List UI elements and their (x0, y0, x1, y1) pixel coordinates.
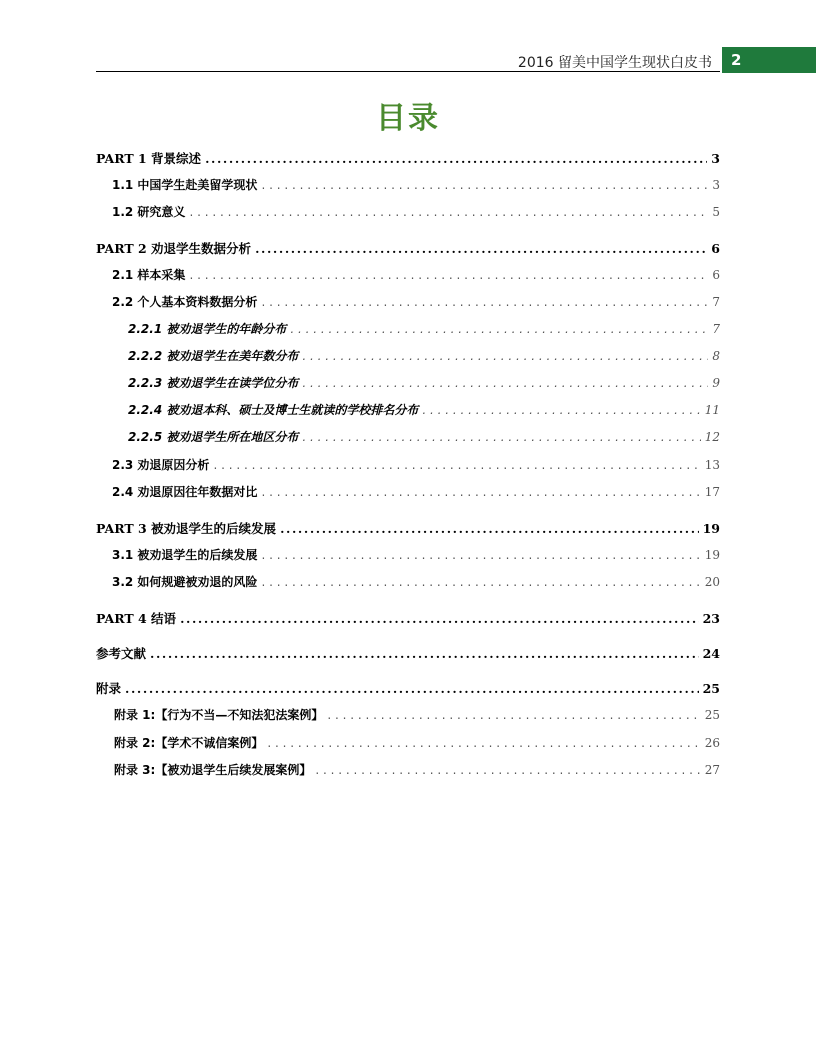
toc-entry-label: 2.2 个人基本资料数据分析 (112, 295, 258, 309)
dot-leader (290, 322, 708, 336)
toc-entry-page: 24 (702, 646, 720, 661)
dot-leader (261, 485, 700, 499)
toc-title: 目录 (376, 101, 440, 136)
toc-entry-page: 12 (704, 430, 720, 444)
dot-leader (267, 736, 700, 750)
toc-entry-label: PART 1 背景综述 (96, 151, 202, 166)
toc-entry-part-2[interactable] (96, 239, 720, 257)
dot-leader (302, 376, 708, 390)
toc-entry-page: 27 (704, 763, 720, 777)
toc-entry-page: 19 (704, 548, 720, 562)
toc-entry-page: 25 (704, 708, 720, 722)
toc-entry-page: 8 (712, 349, 720, 363)
toc-entry-2-2-5[interactable] (128, 428, 720, 445)
dot-leader (180, 611, 699, 626)
toc-entry-page: 6 (712, 268, 720, 282)
toc-entry-label: 参考文献 (96, 646, 147, 661)
toc-entry-label: 1.1 中国学生赴美留学现状 (112, 178, 258, 192)
toc-entry-label: 2.2.5 被劝退学生所在地区分布 (128, 430, 299, 444)
dot-leader (255, 241, 707, 256)
toc-entry-page: 7 (712, 295, 720, 309)
toc-entry-label: 2.3 劝退原因分析 (112, 458, 210, 472)
toc-entry-label: PART 4 结语 (96, 611, 177, 626)
toc-entry-label: 1.2 研究意义 (112, 205, 186, 219)
toc-entry-label: PART 3 被劝退学生的后续发展 (96, 521, 277, 536)
page-number-badge: 2 (722, 47, 816, 73)
toc-entry-part-1[interactable] (96, 149, 720, 167)
toc-entry-1-2[interactable] (112, 203, 720, 220)
toc-entry-1-1[interactable] (112, 176, 720, 193)
dot-leader (189, 268, 708, 282)
dot-leader (315, 763, 700, 777)
toc-entry-page: 3 (711, 151, 720, 166)
dot-leader (302, 430, 700, 444)
toc-entry-page: 23 (702, 611, 720, 626)
dot-leader (422, 403, 700, 417)
dot-leader (261, 575, 700, 589)
toc-entry-label: 附录 2:【学术不诚信案例】 (114, 736, 264, 750)
dot-leader (125, 681, 699, 696)
toc-entry-label: 3.1 被劝退学生的后续发展 (112, 548, 258, 562)
toc-entry-label: 2.2.3 被劝退学生在读学位分布 (128, 376, 299, 390)
toc-entry-appendix[interactable] (96, 679, 720, 697)
toc-entry-2-4[interactable] (112, 483, 720, 500)
toc-entry-label: 2.2.2 被劝退学生在美年数分布 (128, 349, 299, 363)
dot-leader (327, 708, 700, 722)
toc-entry-2-2[interactable] (112, 293, 720, 310)
toc-entry-page: 26 (704, 736, 720, 750)
document-running-title: 2016 留美中国学生现状白皮书 (517, 55, 712, 71)
dot-leader (189, 205, 708, 219)
toc-entry-2-2-3[interactable] (128, 374, 720, 391)
toc-entry-2-2-2[interactable] (128, 347, 720, 364)
toc-entry-3-1[interactable] (112, 546, 720, 563)
dot-leader (280, 521, 699, 536)
toc-entry-label: 2.4 劝退原因往年数据对比 (112, 485, 258, 499)
toc-entry-label: 附录 1:【行为不当—不知法犯法案例】 (114, 708, 324, 722)
toc-entry-page: 5 (712, 205, 720, 219)
toc-entry-appendix-2[interactable] (114, 734, 720, 751)
toc-entry-page: 20 (704, 575, 720, 589)
toc-entry-appendix-1[interactable] (114, 706, 720, 723)
toc-entry-2-2-4[interactable] (128, 401, 720, 418)
dot-leader (302, 349, 708, 363)
dot-leader (213, 458, 700, 472)
toc-entry-label: PART 2 劝退学生数据分析 (96, 241, 252, 256)
toc-entry-label: 3.2 如何规避被劝退的风险 (112, 575, 258, 589)
toc-entry-page: 7 (712, 322, 720, 336)
toc-entry-part-4[interactable] (96, 609, 720, 627)
dot-leader (261, 178, 708, 192)
toc-entry-page: 13 (704, 458, 720, 472)
toc-entry-page: 6 (711, 241, 720, 256)
toc-entry-page: 25 (702, 681, 720, 696)
toc-entry-2-2-1[interactable] (128, 320, 720, 337)
toc-entry-label: 附录 (96, 681, 122, 696)
toc-entry-2-1[interactable] (112, 266, 720, 283)
toc-entry-appendix-3[interactable] (114, 761, 720, 778)
dot-leader (261, 548, 700, 562)
header-divider (96, 71, 720, 72)
toc-entry-references[interactable] (96, 644, 720, 662)
dot-leader (150, 646, 699, 661)
toc-entry-label: 2.1 样本采集 (112, 268, 186, 282)
toc-entry-page: 19 (702, 521, 720, 536)
toc-entry-3-2[interactable] (112, 573, 720, 590)
toc-entry-2-3[interactable] (112, 456, 720, 473)
toc-entry-page: 9 (712, 376, 720, 390)
toc-entry-label: 附录 3:【被劝退学生后续发展案例】 (114, 763, 312, 777)
toc-entry-page: 11 (704, 403, 720, 417)
dot-leader (261, 295, 708, 309)
toc-entry-label: 2.2.1 被劝退学生的年龄分布 (128, 322, 287, 336)
toc-entry-page: 3 (712, 178, 720, 192)
toc-entry-part-3[interactable] (96, 519, 720, 537)
dot-leader (205, 151, 707, 166)
toc-entry-label: 2.2.4 被劝退本科、硕士及博士生就读的学校排名分布 (128, 403, 419, 417)
toc-entry-page: 17 (704, 485, 720, 499)
